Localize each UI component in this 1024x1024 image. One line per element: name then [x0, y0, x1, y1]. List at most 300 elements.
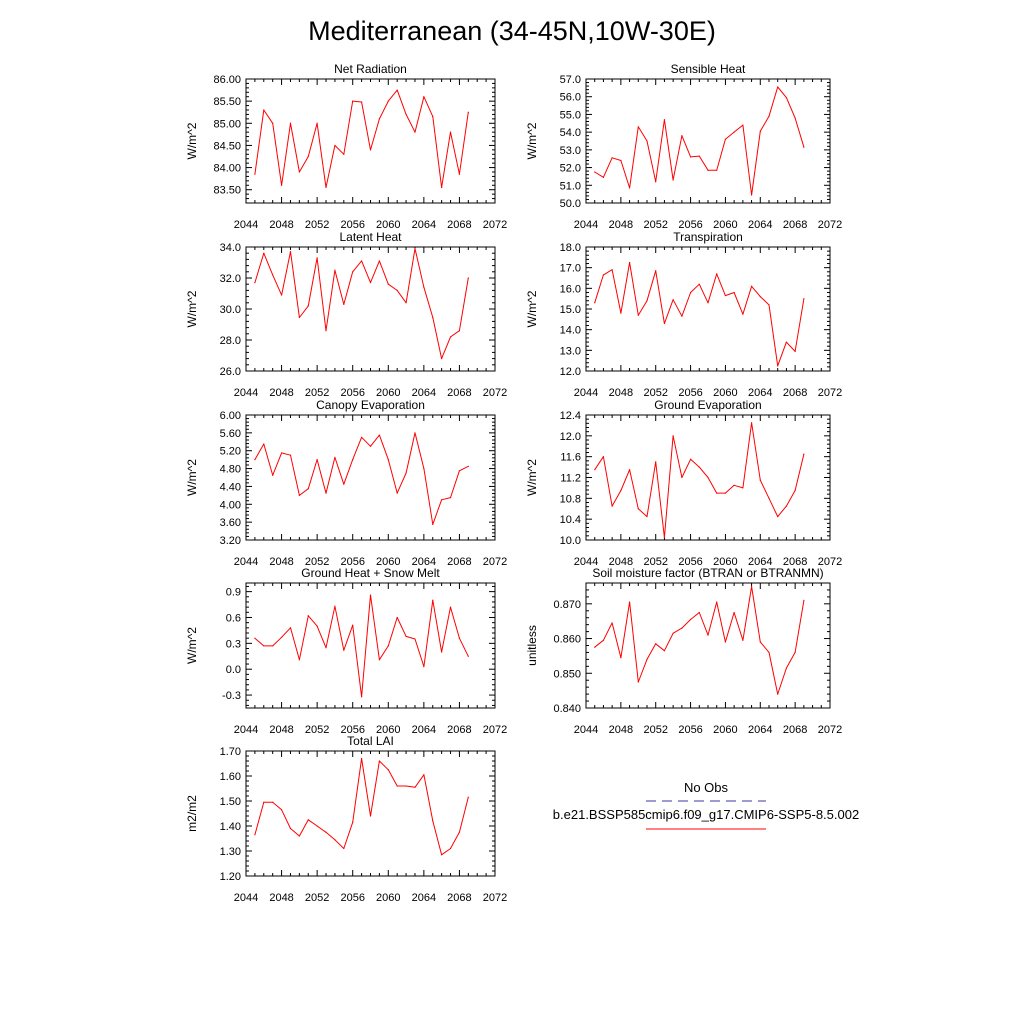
x-tick-label: 2056: [678, 724, 703, 736]
x-tick-label: 2064: [748, 556, 773, 568]
y-tick-label: 85.50: [213, 96, 241, 109]
data-point: [423, 468, 424, 469]
data-point: [281, 637, 282, 638]
data-point: [716, 493, 717, 494]
data-point: [742, 640, 743, 641]
data-point: [281, 294, 282, 295]
y-tick-label: 51.0: [559, 180, 581, 193]
data-point: [786, 97, 787, 98]
panel-title: Total LAI: [347, 734, 394, 748]
y-tick-label: 30.0: [219, 304, 241, 316]
x-tick-label: 2060: [713, 556, 738, 568]
data-point: [459, 174, 460, 175]
data-point: [681, 477, 682, 478]
y-axis-label: W/m^2: [525, 459, 539, 496]
data-point: [343, 484, 344, 485]
data-point: [334, 839, 335, 840]
data-point: [263, 645, 264, 646]
data-point: [646, 516, 647, 517]
data-point: [343, 848, 344, 849]
x-tick-label: 2044: [573, 556, 599, 568]
data-point: [317, 123, 318, 124]
data-point: [742, 314, 743, 315]
data-point: [716, 273, 717, 274]
x-tick-label: 2052: [643, 387, 668, 399]
data-point: [405, 472, 406, 473]
data-point: [690, 459, 691, 460]
data-point: [317, 626, 318, 627]
data-point: [707, 302, 708, 303]
data-point: [281, 809, 282, 810]
data-point: [603, 177, 604, 178]
data-point: [673, 179, 674, 180]
y-tick-label: 83.50: [213, 184, 241, 197]
data-point: [388, 101, 389, 102]
data-point: [263, 802, 264, 803]
y-axis-label: W/m^2: [185, 290, 199, 328]
y-tick-label: 11.6: [560, 451, 581, 464]
y-axis-label: W/m^2: [185, 122, 199, 160]
data-point: [468, 656, 469, 657]
data-point: [299, 171, 300, 172]
x-tick-label: 2056: [678, 387, 703, 399]
x-tick-label: 2052: [304, 387, 330, 399]
data-point: [441, 358, 442, 359]
x-tick-label: 2068: [782, 556, 808, 568]
x-tick-label: 2060: [713, 387, 738, 399]
data-point: [795, 117, 796, 118]
data-point: [414, 132, 415, 133]
data-point: [646, 140, 647, 141]
data-point: [290, 123, 291, 124]
data-point: [352, 625, 353, 626]
y-tick-label: 16.0: [559, 283, 581, 296]
data-point: [459, 470, 460, 471]
data-point: [690, 619, 691, 620]
data-point: [317, 257, 318, 258]
x-tick-label: 2064: [411, 387, 437, 399]
x-tick-label: 2060: [376, 892, 401, 904]
data-point: [441, 187, 442, 188]
data-point: [334, 457, 335, 458]
x-tick-label: 2072: [482, 387, 508, 399]
data-point: [803, 147, 804, 148]
y-tick-label: 13.0: [559, 345, 581, 358]
data-point: [777, 516, 778, 517]
data-point: [620, 490, 621, 491]
x-tick-label: 2048: [269, 219, 294, 231]
data-point: [795, 490, 796, 491]
data-point: [459, 638, 460, 639]
x-tick-label: 2068: [782, 724, 808, 736]
data-point: [254, 638, 255, 639]
y-tick-label: -0.3: [222, 690, 241, 703]
data-point: [629, 187, 630, 188]
data-point: [352, 822, 353, 823]
x-tick-label: 2060: [376, 219, 401, 231]
data-point: [397, 785, 398, 786]
data-point: [673, 435, 674, 436]
data-point: [620, 313, 621, 314]
data-point: [272, 123, 273, 124]
x-tick-label: 2044: [233, 724, 259, 736]
data-point: [414, 432, 415, 433]
data-point: [299, 835, 300, 836]
y-tick-label: 1.70: [219, 746, 241, 758]
panel-title: Ground Heat + Snow Melt: [301, 566, 440, 580]
panel-title: Canopy Evaporation: [316, 398, 425, 412]
data-point: [299, 495, 300, 496]
data-point: [361, 437, 362, 438]
data-point: [725, 493, 726, 494]
data-point: [629, 601, 630, 602]
data-point: [620, 160, 621, 161]
legend-label-model-run: b.e21.BSSP585cmip6.f09_g17.CMIP6-SSP5-8.5.002: [552, 807, 860, 822]
x-tick-label: 2072: [482, 892, 508, 904]
data-point: [468, 112, 469, 113]
data-point: [405, 636, 406, 637]
y-tick-label: 1.50: [219, 796, 241, 808]
data-point: [803, 298, 804, 299]
x-tick-label: 2048: [608, 724, 634, 736]
data-point: [281, 185, 282, 186]
data-point: [707, 477, 708, 478]
data-point: [795, 351, 796, 352]
data-point: [612, 622, 613, 623]
data-point: [768, 498, 769, 499]
data-point: [751, 422, 752, 423]
x-tick-label: 2064: [748, 219, 773, 231]
y-tick-label: 0.6: [225, 612, 241, 625]
data-point: [803, 453, 804, 454]
figure-title: Mediterranean (34-45N,10W-30E): [308, 16, 716, 46]
data-point: [716, 170, 717, 171]
data-point: [263, 443, 264, 444]
y-tick-label: 86.00: [213, 74, 241, 86]
data-point: [638, 315, 639, 316]
data-point: [760, 641, 761, 642]
y-tick-label: 34.0: [219, 242, 241, 254]
x-tick-label: 2072: [482, 556, 508, 568]
panel-title: Soil moisture factor (BTRAN or BTRANMN): [592, 566, 824, 580]
data-point: [405, 785, 406, 786]
y-axis-label: unitless: [525, 625, 539, 666]
data-point: [664, 537, 665, 538]
data-point: [690, 292, 691, 293]
y-axis-label: W/m^2: [185, 459, 199, 496]
data-point: [379, 260, 380, 261]
x-tick-label: 2056: [340, 892, 365, 904]
data-point: [254, 459, 255, 460]
data-point: [594, 171, 595, 172]
y-tick-label: 0.840: [553, 703, 581, 715]
y-tick-label: 0.3: [225, 638, 241, 651]
x-tick-label: 2064: [748, 724, 773, 736]
y-tick-label: 84.00: [213, 162, 241, 175]
data-point: [325, 187, 326, 188]
y-tick-label: 26.0: [219, 366, 241, 378]
x-tick-label: 2044: [233, 892, 259, 904]
data-point: [361, 101, 362, 102]
data-point: [450, 132, 451, 133]
data-point: [707, 634, 708, 635]
y-tick-label: 54.0: [559, 127, 581, 140]
y-tick-label: 3.60: [219, 517, 241, 530]
data-point: [414, 638, 415, 639]
data-point: [734, 132, 735, 133]
x-tick-label: 2048: [608, 387, 634, 399]
y-tick-label: 5.20: [219, 445, 241, 458]
y-tick-label: 0.9: [225, 586, 241, 599]
panel-title: Latent Heat: [339, 230, 402, 244]
data-point: [343, 650, 344, 651]
x-tick-label: 2056: [678, 556, 703, 568]
x-tick-label: 2048: [269, 724, 294, 736]
data-point: [254, 834, 255, 835]
x-tick-label: 2068: [447, 387, 472, 399]
data-point: [388, 645, 389, 646]
data-point: [768, 116, 769, 117]
data-point: [290, 455, 291, 456]
data-point: [290, 251, 291, 252]
y-tick-label: 57.0: [559, 74, 581, 86]
data-point: [655, 461, 656, 462]
y-tick-label: 1.60: [219, 771, 241, 783]
data-point: [768, 652, 769, 653]
data-point: [786, 341, 787, 342]
data-point: [594, 302, 595, 303]
data-point: [751, 286, 752, 287]
data-point: [468, 277, 469, 278]
data-point: [638, 508, 639, 509]
data-point: [646, 300, 647, 301]
data-point: [308, 305, 309, 306]
y-tick-label: 12.0: [559, 366, 581, 378]
x-tick-label: 2044: [573, 219, 599, 231]
data-point: [290, 828, 291, 829]
data-point: [272, 475, 273, 476]
data-point: [361, 758, 362, 759]
y-tick-label: 10.4: [559, 514, 581, 527]
data-point: [272, 274, 273, 275]
data-point: [459, 330, 460, 331]
data-point: [432, 820, 433, 821]
data-point: [777, 365, 778, 366]
data-point: [725, 139, 726, 140]
legend-label-no-obs: No Obs: [683, 780, 729, 795]
data-point: [795, 652, 796, 653]
data-point: [612, 506, 613, 507]
x-tick-label: 2068: [782, 387, 808, 399]
data-point: [317, 825, 318, 826]
data-point: [468, 797, 469, 798]
x-tick-label: 2056: [340, 387, 365, 399]
data-point: [423, 287, 424, 288]
data-point: [690, 156, 691, 157]
data-point: [361, 696, 362, 697]
panel-title: Transpiration: [673, 230, 743, 244]
data-point: [450, 497, 451, 498]
data-point: [629, 469, 630, 470]
data-point: [388, 769, 389, 770]
x-tick-label: 2060: [376, 387, 401, 399]
y-tick-label: 12.4: [559, 410, 581, 422]
data-point: [594, 469, 595, 470]
y-tick-label: 17.0: [559, 262, 581, 275]
data-point: [707, 170, 708, 171]
data-point: [803, 600, 804, 601]
data-point: [450, 848, 451, 849]
y-tick-label: 15.0: [559, 304, 581, 316]
data-point: [388, 459, 389, 460]
x-tick-label: 2052: [304, 892, 330, 904]
data-point: [664, 119, 665, 120]
data-point: [272, 645, 273, 646]
data-point: [725, 295, 726, 296]
data-point: [405, 302, 406, 303]
data-point: [441, 499, 442, 500]
x-tick-label: 2052: [643, 724, 668, 736]
data-point: [379, 118, 380, 119]
y-tick-label: 5.60: [219, 427, 241, 440]
data-point: [290, 627, 291, 628]
data-point: [742, 487, 743, 488]
data-point: [751, 586, 752, 587]
y-tick-label: 28.0: [219, 335, 241, 347]
data-point: [379, 434, 380, 435]
x-tick-label: 2072: [482, 219, 508, 231]
x-tick-label: 2064: [411, 556, 437, 568]
x-tick-label: 2060: [713, 724, 738, 736]
y-axis-label: W/m^2: [525, 122, 539, 160]
data-point: [325, 493, 326, 494]
data-point: [405, 114, 406, 115]
data-point: [612, 269, 613, 270]
data-point: [786, 667, 787, 668]
data-point: [325, 647, 326, 648]
y-tick-label: 52.0: [559, 162, 581, 175]
y-tick-label: 32.0: [219, 273, 241, 285]
data-point: [673, 299, 674, 300]
x-tick-label: 2064: [411, 219, 437, 231]
data-point: [655, 270, 656, 271]
data-point: [664, 323, 665, 324]
x-tick-label: 2064: [411, 892, 437, 904]
x-tick-label: 2072: [817, 387, 843, 399]
data-point: [699, 466, 700, 467]
x-tick-label: 2044: [233, 219, 259, 231]
data-point: [638, 126, 639, 127]
data-point: [768, 304, 769, 305]
data-point: [423, 666, 424, 667]
data-point: [612, 157, 613, 158]
data-point: [352, 101, 353, 102]
data-point: [681, 135, 682, 136]
y-tick-label: 1.40: [219, 821, 241, 833]
data-point: [379, 760, 380, 761]
data-point: [423, 774, 424, 775]
data-point: [370, 282, 371, 283]
x-tick-label: 2044: [233, 556, 259, 568]
data-point: [281, 452, 282, 453]
x-tick-label: 2048: [608, 219, 634, 231]
x-tick-label: 2072: [482, 724, 508, 736]
data-point: [299, 317, 300, 318]
data-point: [308, 615, 309, 616]
y-axis-label: W/m^2: [525, 290, 539, 328]
data-point: [699, 155, 700, 156]
data-point: [629, 262, 630, 263]
y-axis-label: m2/m2: [185, 795, 199, 832]
data-point: [725, 641, 726, 642]
data-point: [734, 485, 735, 486]
y-tick-label: 50.0: [559, 198, 581, 210]
data-point: [432, 317, 433, 318]
y-tick-label: 56.0: [559, 91, 581, 104]
data-point: [777, 694, 778, 695]
y-tick-label: 10.8: [559, 493, 581, 506]
y-tick-label: 18.0: [559, 242, 581, 254]
data-point: [370, 594, 371, 595]
y-tick-label: 1.30: [219, 846, 241, 858]
data-point: [441, 651, 442, 652]
data-point: [459, 832, 460, 833]
data-point: [450, 607, 451, 608]
x-tick-label: 2072: [817, 724, 843, 736]
data-point: [603, 456, 604, 457]
data-point: [370, 149, 371, 150]
data-point: [786, 506, 787, 507]
data-point: [370, 446, 371, 447]
data-point: [620, 657, 621, 658]
data-point: [334, 270, 335, 271]
y-tick-label: 0.860: [553, 633, 581, 646]
data-point: [742, 124, 743, 125]
data-point: [673, 633, 674, 634]
data-point: [734, 612, 735, 613]
data-point: [334, 145, 335, 146]
y-tick-label: 84.50: [213, 140, 241, 153]
x-tick-label: 2044: [573, 387, 599, 399]
x-tick-label: 2068: [447, 556, 472, 568]
x-tick-label: 2064: [411, 724, 437, 736]
data-point: [352, 271, 353, 272]
data-point: [414, 248, 415, 249]
data-point: [432, 524, 433, 525]
x-tick-label: 2072: [817, 556, 843, 568]
y-tick-label: 14.0: [559, 324, 581, 337]
x-tick-label: 2068: [447, 892, 472, 904]
data-point: [308, 156, 309, 157]
data-point: [760, 131, 761, 132]
panel-title: Net Radiation: [334, 62, 407, 76]
x-tick-label: 2056: [340, 556, 365, 568]
data-point: [361, 260, 362, 261]
data-point: [397, 89, 398, 90]
x-tick-label: 2068: [447, 724, 472, 736]
data-point: [716, 601, 717, 602]
y-tick-label: 3.20: [219, 535, 241, 547]
x-tick-label: 2052: [304, 219, 330, 231]
data-point: [646, 659, 647, 660]
data-point: [423, 96, 424, 97]
x-tick-label: 2052: [643, 219, 668, 231]
x-tick-label: 2056: [340, 724, 365, 736]
data-point: [263, 253, 264, 254]
y-tick-label: 12.0: [559, 430, 581, 443]
y-tick-label: 10.0: [559, 535, 581, 547]
data-point: [432, 600, 433, 601]
